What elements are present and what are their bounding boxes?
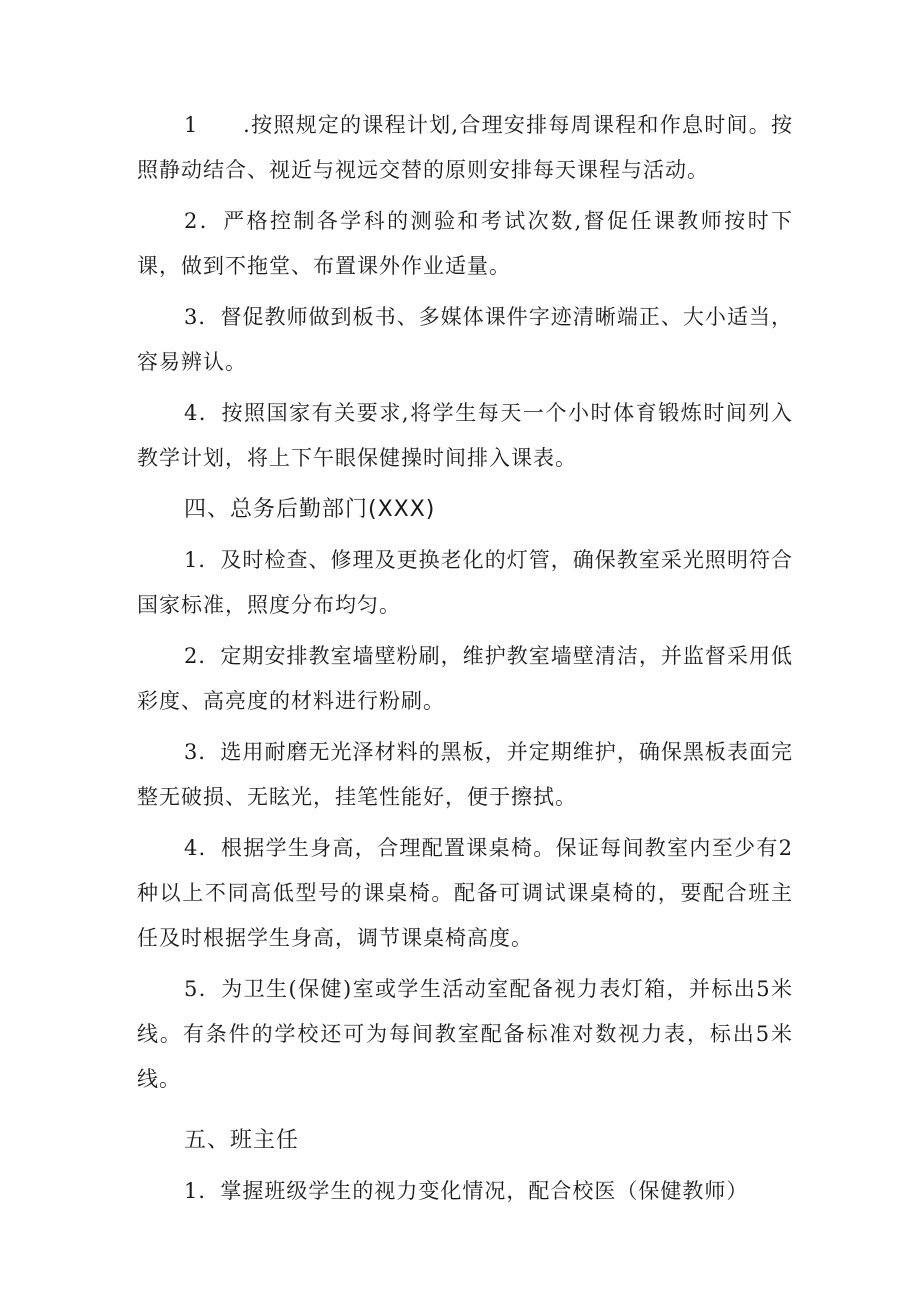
section-4-paragraph-5: 5．为卫生(保健)室或学生活动室配备视力表灯箱，并标出5米线。有条件的学校还可为每间教室配备标准对数视力表，标出5米线。 — [137, 977, 793, 1091]
section-5-paragraph-1: 1．掌握班级学生的视力变化情况，配合校医（保健教师） — [184, 1179, 749, 1203]
section-4-paragraph-4: 4．根据学生身高，合理配置课桌椅。保证每间教室内至少有2种以上不同高低型号的课桌椅。配备可调试课桌椅的，要配合班主任及时根据学生身高，调节课桌椅高度。 — [137, 836, 793, 950]
document-page — [137, 103, 793, 1220]
section-4-heading: 四、总务后勤部门(XXX) — [184, 497, 436, 522]
section-4-paragraph-3: 3．选用耐磨无光泽材料的黑板，并定期维护，确保黑板表面完整无破损、无眩光，挂笔性能好，便于擦拭。 — [137, 740, 793, 809]
section-5-heading: 五、班主任 — [184, 1128, 300, 1153]
paragraph-a-3: 3．督促教师做到板书、多媒体课件字迹清晰端正、大小适当，容易辨认。 — [137, 305, 793, 374]
paragraph-a-4: 4．按照国家有关要求,将学生每天一个小时体育锻炼时间列入教学计划，将上下午眼保健操时间排入课表。 — [137, 401, 793, 470]
section-4-paragraph-1: 1．及时检查、修理及更换老化的灯管，确保教室采光照明符合国家标准，照度分布均匀。 — [137, 548, 793, 617]
section-4-paragraph-2: 2．定期安排教室墙壁粉刷，维护教室墙壁清洁，并监督采用低彩度、高亮度的材料进行粉刷。 — [137, 644, 793, 713]
paragraph-a-1: 1 .按照规定的课程计划,合理安排每周课程和作息时间。按照静动结合、视近与视远交替的原则安排每天课程与活动。 — [137, 113, 793, 182]
paragraph-a-2: 2．严格控制各学科的测验和考试次数,督促任课教师按时下课，做到不拖堂、布置课外作业适量。 — [137, 209, 793, 278]
